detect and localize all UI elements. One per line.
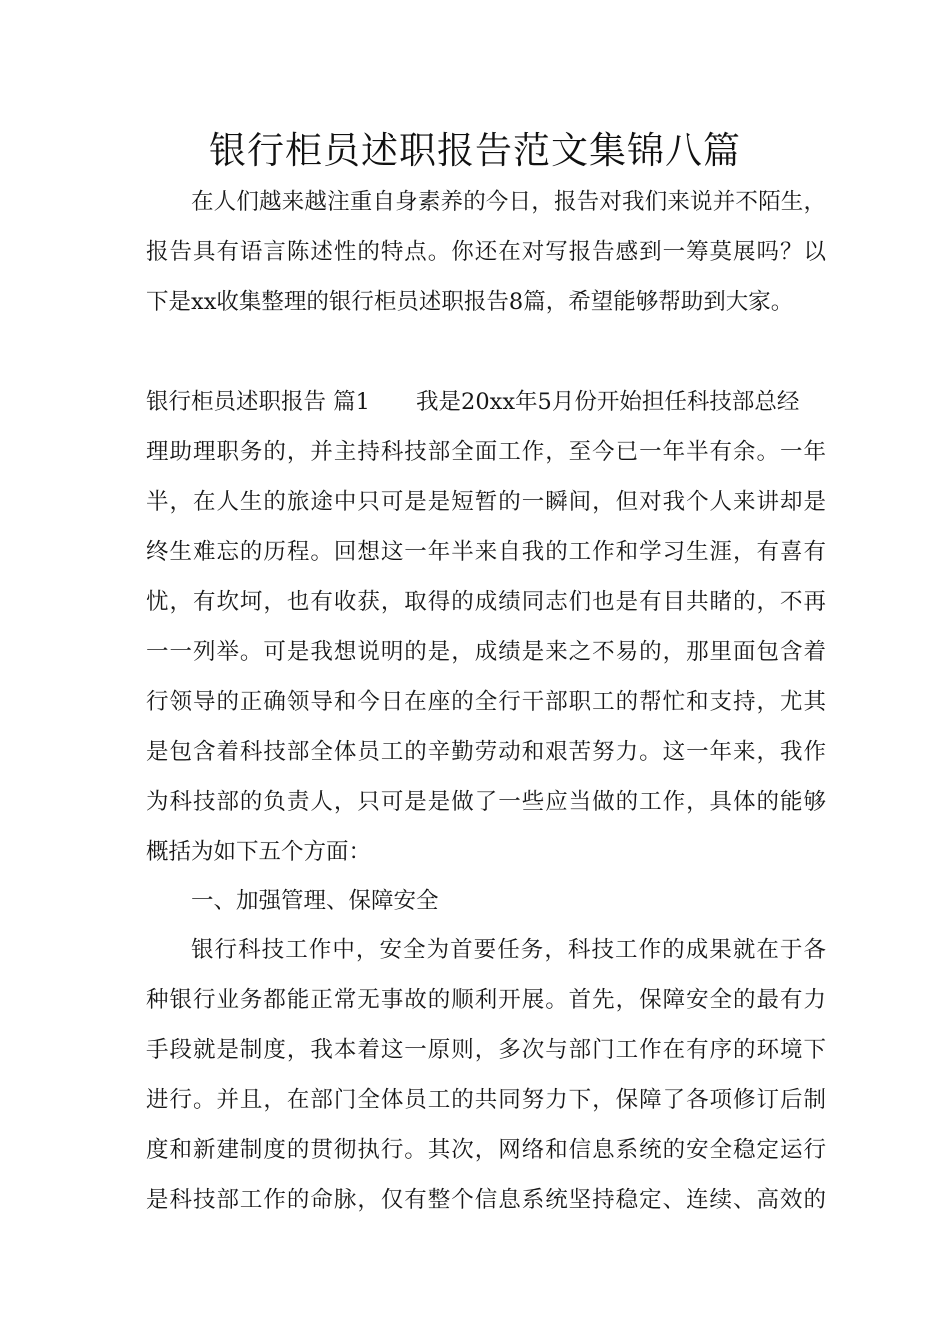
body-line: 是包含着科技部全体员工的辛勤劳动和艰苦努力。这一年来，我作: [146, 739, 826, 765]
body-line: 是科技部工作的命脉，仅有整个信息系统坚持稳定、连续、高效的: [146, 1187, 826, 1213]
section-heading: 银行柜员述职报告 篇1: [146, 389, 370, 415]
section-first-line: [146, 384, 826, 420]
body-line: 种银行业务都能正常无事故的顺利开展。首先，保障安全的最有力: [146, 987, 826, 1013]
section-first-line-text: 我是20xx年5月份开始担任科技部总经: [416, 389, 800, 415]
body-line: 进行。并且，在部门全体员工的共同努力下，保障了各项修订后制: [146, 1087, 826, 1113]
body-line: 度和新建制度的贯彻执行。其次，网络和信息系统的安全稳定运行: [146, 1137, 826, 1163]
body-line: 行领导的正确领导和今日在座的全行干部职工的帮忙和支持，尤其: [146, 689, 826, 715]
body-line: 为科技部的负责人，只可是是做了一些应当做的工作，具体的能够: [146, 789, 826, 815]
body-line: 终生难忘的历程。回想这一年半来自我的工作和学习生涯，有喜有: [146, 539, 826, 565]
document-title: 银行柜员述职报告范文集锦八篇: [209, 129, 741, 172]
body-line: 半，在人生的旅途中只可是是短暂的一瞬间，但对我个人来讲却是: [146, 489, 826, 515]
body-line: 理助理职务的，并主持科技部全面工作，至今已一年半有余。一年: [146, 439, 826, 465]
body-line: 一一列举。可是我想说明的是，成绩是来之不易的，那里面包含着: [146, 639, 826, 665]
intro-line: 下是xx收集整理的银行柜员述职报告8篇，希望能够帮助到大家。: [146, 289, 794, 315]
body-line: 手段就是制度，我本着这一原则，多次与部门工作在有序的环境下: [146, 1037, 826, 1063]
body-line: 概括为如下五个方面：: [146, 839, 372, 865]
subheading: 一、加强管理、保障安全: [191, 888, 439, 914]
intro-line: 在人们越来越注重自身素养的今日，报告对我们来说并不陌生，: [191, 189, 826, 215]
body-line: 银行科技工作中，安全为首要任务，科技工作的成果就在于各: [191, 937, 826, 963]
intro-line: 报告具有语言陈述性的特点。你还在对写报告感到一筹莫展吗？以: [146, 239, 826, 265]
body-line: 忧，有坎坷，也有收获，取得的成绩同志们也是有目共睹的，不再: [146, 589, 826, 615]
